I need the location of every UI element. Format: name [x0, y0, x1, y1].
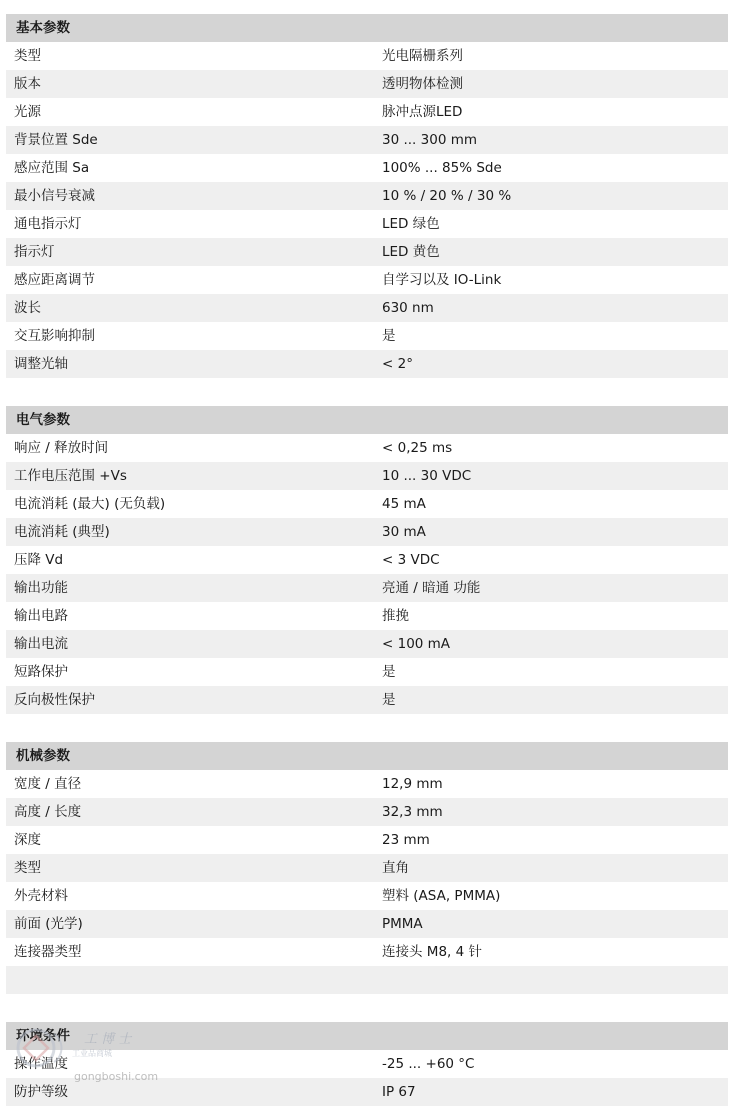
row-value: 10 % / 20 % / 30 %: [382, 188, 512, 204]
table-row: [6, 490, 728, 518]
row-value: < 100 mA: [382, 636, 451, 652]
table-row: [6, 238, 728, 266]
row-value: 30 mA: [382, 524, 426, 540]
row-label: 工作电压范围 +Vs: [14, 468, 127, 484]
row-label: 感应范围 Sa: [14, 160, 90, 176]
table-row: [6, 518, 728, 546]
table-row: [6, 182, 728, 210]
table-row: [6, 126, 728, 154]
table-row: [6, 546, 728, 574]
row-label: 宽度 / 直径: [14, 776, 82, 792]
table-row: [6, 658, 728, 686]
row-value: IP 67: [382, 1084, 416, 1100]
row-label: 感应距离调节: [14, 272, 95, 288]
row-value: 连接头 M8, 4 针: [382, 944, 482, 960]
blank-row: [6, 966, 728, 994]
row-value: 32,3 mm: [382, 804, 443, 820]
watermark-subtitle: 工业品商城: [72, 1049, 112, 1058]
table-row: [6, 294, 728, 322]
row-value: < 0,25 ms: [382, 440, 453, 456]
row-value: 是: [382, 328, 396, 344]
table-row: [6, 1078, 728, 1106]
table-row: [6, 574, 728, 602]
row-value: 直角: [382, 860, 409, 876]
table-row: [6, 826, 728, 854]
row-value: 是: [382, 692, 396, 708]
row-value: 光电隔栅系列: [382, 48, 463, 64]
row-value: -25 ... +60 °C: [382, 1056, 475, 1072]
watermark-brand: 工 博 士: [84, 1032, 132, 1047]
row-label: 波长: [14, 300, 41, 316]
table-row: [6, 350, 728, 378]
section-title: 电气参数: [6, 406, 728, 434]
row-label: 交互影响抑制: [14, 328, 95, 344]
row-label: 外壳材料: [14, 888, 68, 904]
table-row: [6, 630, 728, 658]
row-label: 短路保护: [14, 664, 68, 680]
table-row: [6, 770, 728, 798]
row-value: 脉冲点源LED: [382, 104, 463, 120]
section-environmental-conditions: [6, 1022, 728, 1106]
table-row: [6, 938, 728, 966]
row-label: 输出电流: [14, 636, 68, 652]
row-label: 电流消耗 (典型): [14, 524, 110, 540]
section-mechanical-parameters: [6, 742, 728, 994]
table-row: [6, 322, 728, 350]
table-row: [6, 70, 728, 98]
row-value: 塑料 (ASA, PMMA): [382, 888, 501, 904]
row-label: 输出功能: [14, 580, 68, 596]
row-label: 响应 / 释放时间: [14, 440, 109, 456]
row-label: 背景位置 Sde: [14, 132, 98, 148]
row-label: 调整光轴: [14, 356, 68, 372]
row-label: 版本: [14, 76, 41, 92]
row-label: 光源: [14, 104, 41, 120]
row-label: 操作温度: [14, 1056, 68, 1072]
rows-environment: [6, 1050, 728, 1106]
row-value: 推挽: [382, 608, 409, 624]
table-row: [6, 910, 728, 938]
row-value: PMMA: [382, 916, 423, 932]
row-label: 输出电路: [14, 608, 68, 624]
row-label: 高度 / 长度: [14, 804, 82, 820]
row-value: 12,9 mm: [382, 776, 443, 792]
row-label: 电流消耗 (最大) (无负载): [14, 496, 166, 512]
table-row: [6, 798, 728, 826]
row-label: 深度: [14, 832, 41, 848]
table-row: [6, 42, 728, 70]
row-value: 23 mm: [382, 832, 430, 848]
row-value: 自学习以及 IO-Link: [382, 272, 502, 288]
table-row: [6, 882, 728, 910]
row-value: LED 绿色: [382, 216, 440, 232]
table-row: [6, 602, 728, 630]
row-value: < 2°: [382, 356, 413, 372]
row-value: < 3 VDC: [382, 552, 440, 568]
row-value: 是: [382, 664, 396, 680]
row-label: 反向极性保护: [14, 692, 95, 708]
table-row: [6, 266, 728, 294]
section-title: 基本参数: [6, 14, 728, 42]
row-label: 类型: [14, 48, 41, 64]
rows-mechanical: [6, 770, 728, 966]
section-basic-parameters: [6, 14, 728, 378]
row-value: 透明物体检测: [382, 76, 463, 92]
section-electrical-parameters: [6, 406, 728, 714]
section-title: 机械参数: [6, 742, 728, 770]
row-value: 30 ... 300 mm: [382, 132, 477, 148]
table-row: [6, 462, 728, 490]
row-label: 连接器类型: [14, 944, 82, 960]
table-row: [6, 686, 728, 714]
table-row: [6, 98, 728, 126]
watermark-url: gongboshi.com: [74, 1070, 159, 1083]
row-value: 100% ... 85% Sde: [382, 160, 502, 176]
row-label: 防护等级: [14, 1084, 68, 1100]
table-row: [6, 154, 728, 182]
row-label: 压降 Vd: [14, 552, 64, 568]
row-value: LED 黄色: [382, 244, 440, 260]
table-row: [6, 210, 728, 238]
table-row: [6, 1050, 728, 1078]
table-row: [6, 854, 728, 882]
table-row: [6, 434, 728, 462]
row-label: 指示灯: [14, 244, 55, 260]
row-label: 最小信号衰减: [14, 188, 95, 204]
row-value: 亮通 / 暗通 功能: [382, 580, 481, 596]
row-value: 10 ... 30 VDC: [382, 468, 472, 484]
row-label: 前面 (光学): [14, 916, 83, 932]
rows-basic: [6, 42, 728, 378]
row-value: 630 nm: [382, 300, 434, 316]
row-label: 通电指示灯: [14, 216, 82, 232]
row-label: 类型: [14, 860, 41, 876]
rows-electrical: [6, 434, 728, 714]
section-title: 环境条件: [6, 1022, 728, 1050]
row-value: 45 mA: [382, 496, 426, 512]
spec-sheet: [6, 14, 728, 1106]
